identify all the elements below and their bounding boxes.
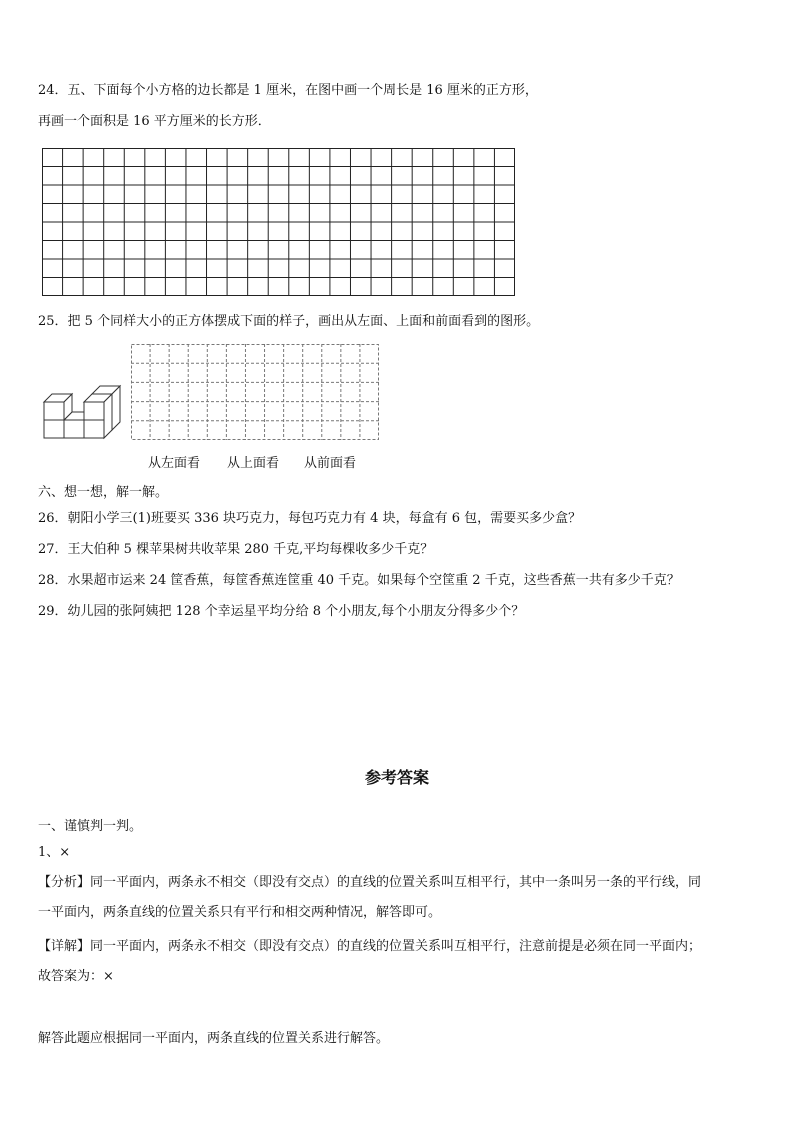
question-27: 27．王大伯种 5 棵苹果树共收苹果 280 千克,平均每棵收多少千克？ <box>38 542 434 557</box>
dashed-drawing-grid <box>131 344 379 440</box>
question-26: 26．朝阳小学三(1)班要买 336 块巧克力，每包巧克力有 4 块，每盒有 6 包，需要买多少盒？ <box>38 511 582 526</box>
cube-stack-figure <box>42 384 122 440</box>
q24-line1: 24．五、下面每个小方格的边长都是 1 厘米，在图中画一个周长是 16 厘米的正方形， <box>38 83 538 98</box>
q24-line2: 再画一个面积是 16 平方厘米的长方形． <box>38 114 271 129</box>
caption-top-view: 从上面看 <box>227 456 280 471</box>
caption-left-view: 从左面看 <box>148 456 201 471</box>
square-grid <box>42 148 515 296</box>
answers-section-1: 一、谨慎判一判。 <box>38 819 143 834</box>
detail-line: 【详解】同一平面内，两条永不相交（即没有交点）的直线的位置关系叫互相平行，注意前提是必须在同一平面内； <box>38 939 702 954</box>
analysis-line-2: 一平面内，两条直线的位置关系只有平行和相交两种情况，解答即可。 <box>38 905 442 920</box>
question-29: 29．幼儿园的张阿姨把 128 个幸运星平均分给 8 个小朋友,每个小朋友分得多少个？ <box>38 604 525 619</box>
q25-text: 25．把 5 个同样大小的正方体摆成下面的样子，画出从左面、上面和前面看到的图形。 <box>38 314 540 329</box>
question-28: 28．水果超市运来 24 筐香蕉，每筐香蕉连筐重 40 千克。如果每个空筐重 2 千克，这些香蕉一共有多少千克？ <box>38 573 680 588</box>
caption-front-view: 从前面看 <box>304 456 357 471</box>
result-line: 故答案为：× <box>38 969 114 984</box>
answers-title: 参考答案 <box>364 768 429 787</box>
section-6-heading: 六、想一想，解一解。 <box>38 485 169 500</box>
answer-item-1: 1、× <box>38 845 71 860</box>
comment-line: 解答此题应根据同一平面内，两条直线的位置关系进行解答。 <box>38 1031 390 1046</box>
analysis-line-1: 【分析】同一平面内，两条永不相交（即没有交点）的直线的位置关系叫互相平行，其中一条叫另一条的平行线，同 <box>38 875 702 890</box>
